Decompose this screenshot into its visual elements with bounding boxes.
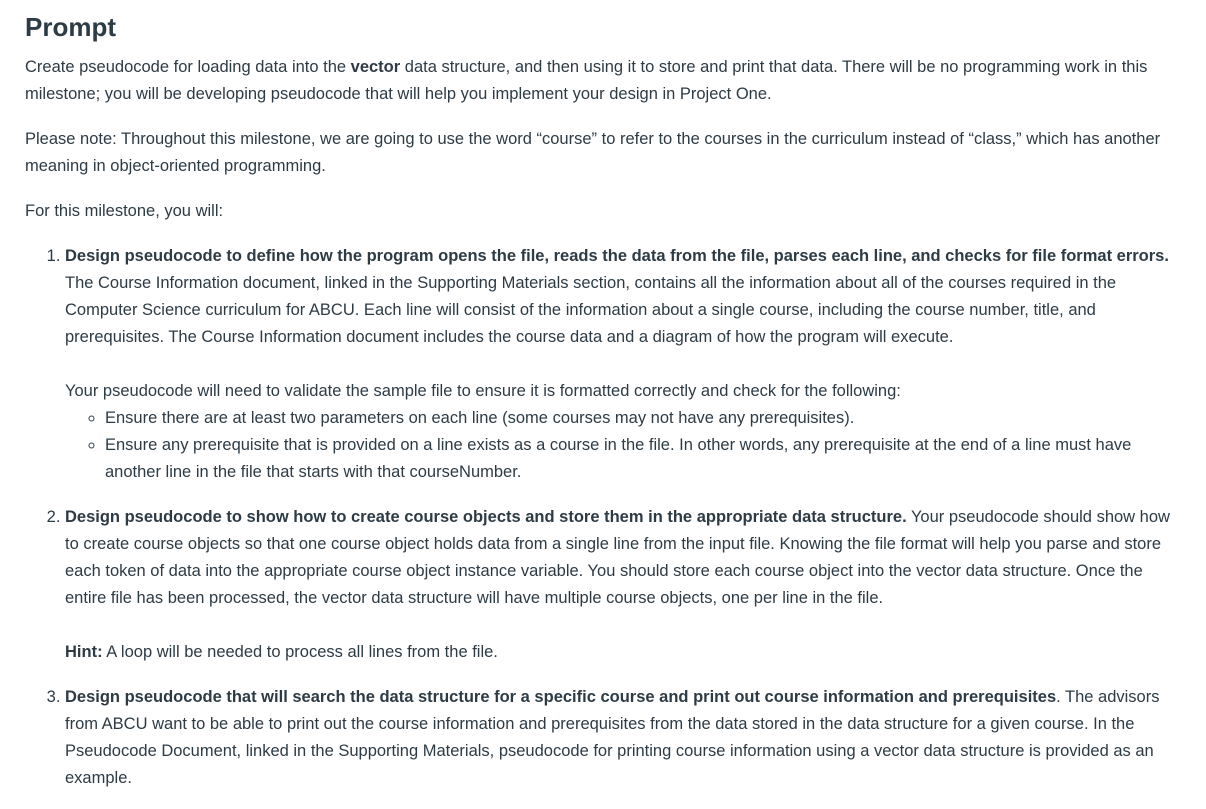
intro-bold-term: vector: [350, 58, 401, 76]
step-3-body: . The advisors from ABCU want to be able to print out the course information and prerequisites from the data stored in the data structure for a given course. In the Pseudocode Document, linked in the Supporting Materials, pseudocode for printing course information using a vector data structure is provided as an example.: [65, 688, 1160, 787]
lead-paragraph: For this milestone, you will:: [25, 202, 224, 220]
step-1-validation-intro: Your pseudocode will need to validate the sample file to ensure it is formatted correctly and check for the following:: [65, 382, 901, 400]
note-paragraph: Please note: Throughout this milestone, we are going to use the word “course” to refer to the courses in the curriculum instead of “class,” which has another meaning in object-oriented programming.: [25, 130, 1161, 175]
intro-text-end: data structure, and then using it to store and print that data. There will be no programming work in this milestone; you will be developing pseudocode that will help you implement your design in Project One.: [25, 58, 1148, 103]
hint-label: Hint:: [65, 643, 103, 661]
step-2-hint: [65, 639, 1176, 666]
intro-text-start: Create pseudocode for loading data into the: [25, 58, 351, 76]
step-item-2: [65, 504, 1176, 666]
step-1-heading: Design pseudocode to define how the program opens the file, reads the data from the file, parses each line, and checks for file format errors.: [65, 247, 1169, 265]
step-item-3: [65, 684, 1176, 792]
step-3-heading: Design pseudocode that will search the data structure for a specific course and print out course information and prerequisites: [65, 688, 1057, 706]
step-3-text: [65, 684, 1176, 792]
milestone-steps-list: [25, 243, 1176, 792]
step-2-heading: Design pseudocode to show how to create course objects and store them in the appropriate data structure.: [65, 508, 907, 526]
step-2-body: Your pseudocode should show how to create course objects so that one course object holds data from a single line from the input file. Knowing the file format will help you parse and store each token of data into the appropriate course object instance variable. You should store each course object into the vector data structure. Once the entire file has been processed, the vector data structure will have multiple course objects, one per line in the file.: [65, 508, 1170, 607]
validation-checks-list: [65, 405, 1176, 486]
validation-check-1: ◦ Ensure there are at least two parameters on each line (some courses may not have any prerequisites).: [105, 405, 1176, 432]
step-1-body: The Course Information document, linked in the Supporting Materials section, contains all the information about all of the courses required in the Computer Science curriculum for ABCU. Each line will consist of the information about a single course, including the course number, title, and prerequisites. The Course Information document includes the course data and a diagram of how the program will execute.: [65, 274, 1117, 346]
step-2-text: [65, 504, 1176, 612]
validation-check-2: ◦ Ensure any prerequisite that is provided on a line exists as a course in the file. In other words, any prerequisite at the end of a line must have another line in the file that starts with that courseNumber.: [105, 432, 1176, 486]
hint-text: A loop will be needed to process all lines from the file.: [102, 643, 498, 661]
step-item-1: [65, 243, 1176, 486]
intro-paragraph: [25, 54, 1176, 108]
page-title: Prompt: [25, 12, 116, 42]
step-1-text: [65, 243, 1176, 351]
